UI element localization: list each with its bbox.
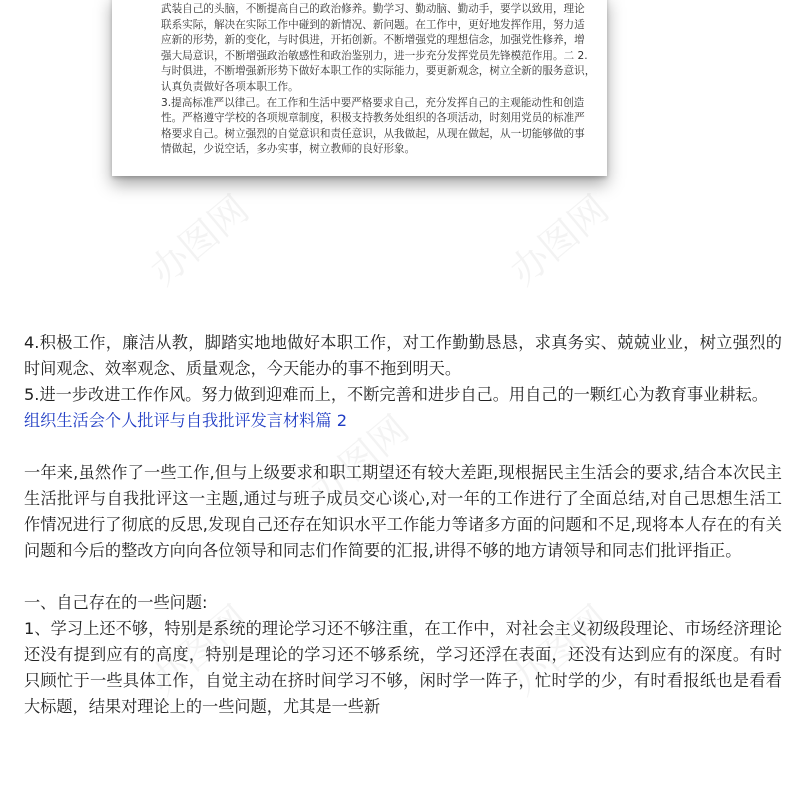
paragraph-4: 4.积极工作，廉洁从教，脚踏实地地做好本职工作，对工作勤勤恳恳，求真务实、兢兢业业，树立强烈的时间观念、效率观念、质量观念，今天能办的事不拖到明天。 <box>24 333 782 378</box>
preview-line: 武装自己的头脑，不断提高自己的政治修养。勤学习、勤动脑、勤动手，要学以致用，理论 <box>161 3 585 15</box>
preview-line: 3.提高标准严以律己。在工作和生活中要严格要求自己，充分发挥自己的主观能动性和创造 <box>161 96 585 109</box>
section-title-link[interactable]: 组织生活会个人批评与自我批评发言材料篇 2 <box>24 411 348 430</box>
intro-paragraph: 一年来,虽然作了一些工作,但与上级要求和职工期望还有较大差距,现根据民主生活会的要求,结合本次民主生活批评与自我批评这一主题,通过与班子成员交心谈心,对一年的工作进行了全面总结,对自己思想生活工作情况进行了彻底的反思,发现自己还存在知识水平工作能力等诸多方面的问题和不足,现将本人存在的有关问题和今后的整改方向向各位领导和同志们作简要的汇报,讲得不够的地方请领导和同志们批评指正。 <box>24 463 782 560</box>
preview-line: 强大局意识，不断增强政治敏感性和政治鉴别力，进一步充分发挥党员先锋模范作用。二 2. <box>161 49 588 62</box>
preview-line: 认真负责做好各项本职工作。 <box>161 80 299 93</box>
item-1-paragraph: 1、学习上还不够，特别是系统的理论学习还不够注重，在工作中，对社会主义初级段理论、市场经济理论还没有提到应有的高度，特别是理论的学习还不够系统，学习还浮在表面，还没有达到应有的深度。有时只顾忙于一些具体工作，自觉主动在挤时间学习不够，闲时学一阵子，忙时学的少，有时看报纸也是看看大标题，结果对理论上的一些问题，尤其是一些新 <box>24 619 782 716</box>
heading-problems: 一、自己存在的一些问题: <box>24 593 208 612</box>
preview-line: 应新的形势，新的变化，与时俱进，开拓创新。不断增强党的理想信念，加强党性修养，增 <box>161 34 585 47</box>
watermark: 办图网 <box>501 596 618 704</box>
document-body <box>24 330 782 720</box>
watermark: 办图网 <box>141 596 258 704</box>
watermark: 办图网 <box>301 406 418 514</box>
preview-line: 与时俱进，不断增强新形势下做好本职工作的实际能力，要更新观念，树立全新的服务意识， <box>161 65 596 78</box>
preview-line: 格要求自己。树立强烈的自觉意识和责任意识，从我做起，从现在做起，从一切能够做的事 <box>161 127 585 140</box>
watermark: 办图网 <box>501 186 618 294</box>
preview-line: 性。严格遵守学校的各项规章制度，积极支持教务处组织的各项活动，时刻用党员的标准严 <box>161 112 585 125</box>
document-preview-card <box>112 0 607 176</box>
paragraph-5: 5.进一步改进工作作风。努力做到迎难而上，不断完善和进步自己。用自己的一颗红心为教育事业耕耘。 <box>24 385 768 404</box>
watermark: 办图网 <box>141 186 258 294</box>
preview-line: 情做起，少说空话，多办实事，树立教师的良好形象。 <box>161 143 416 156</box>
preview-line: 联系实际，解决在实际工作中碰到的新情况、新问题。在工作中，更好地发挥作用，努力适 <box>161 18 585 31</box>
